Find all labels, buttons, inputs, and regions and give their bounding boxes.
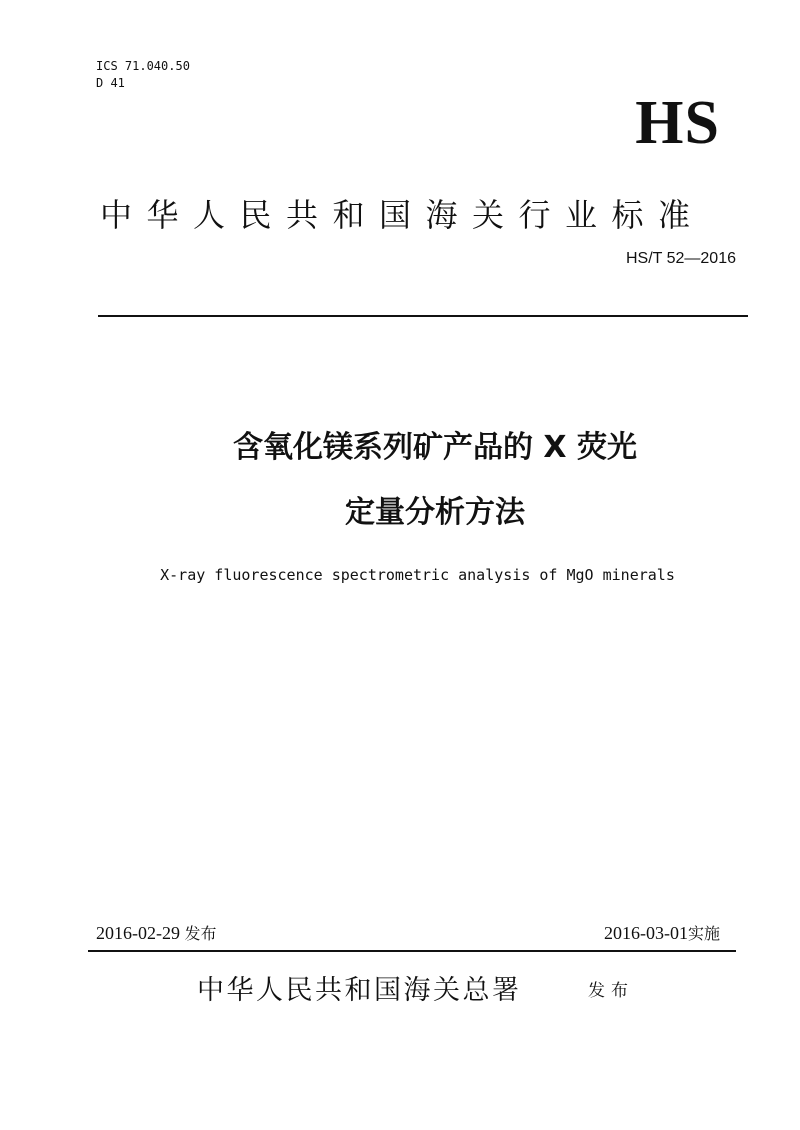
issuer-name: 中华人民共和国海关总署	[197, 975, 522, 1006]
document-title-line2: 定量分析方法	[345, 495, 525, 530]
standard-title: 中华人民共和国海关行业标准	[100, 196, 705, 234]
hs-logo: HS	[635, 89, 720, 157]
bottom-divider	[88, 950, 736, 952]
issue-date-block	[96, 921, 217, 944]
top-divider	[98, 315, 748, 317]
standard-code: HS/T 52—2016	[626, 250, 736, 267]
effective-label: 实施	[687, 924, 720, 943]
effective-date: 2016-03-01	[603, 923, 688, 943]
issue-label: 发布	[184, 924, 217, 943]
effective-date-block	[604, 921, 720, 944]
issue-date: 2016-02-29	[96, 923, 180, 943]
ccs-code: D 41	[96, 76, 125, 90]
ics-code: ICS 71.040.50	[96, 59, 190, 73]
classification-block	[96, 58, 190, 92]
english-title: X-ray fluorescence spectrometric analysis of MgO minerals	[160, 566, 675, 584]
issuer-suffix: 发布	[588, 981, 634, 1001]
document-title-line1: 含氧化镁系列矿产品的 X 荧光	[232, 430, 638, 465]
